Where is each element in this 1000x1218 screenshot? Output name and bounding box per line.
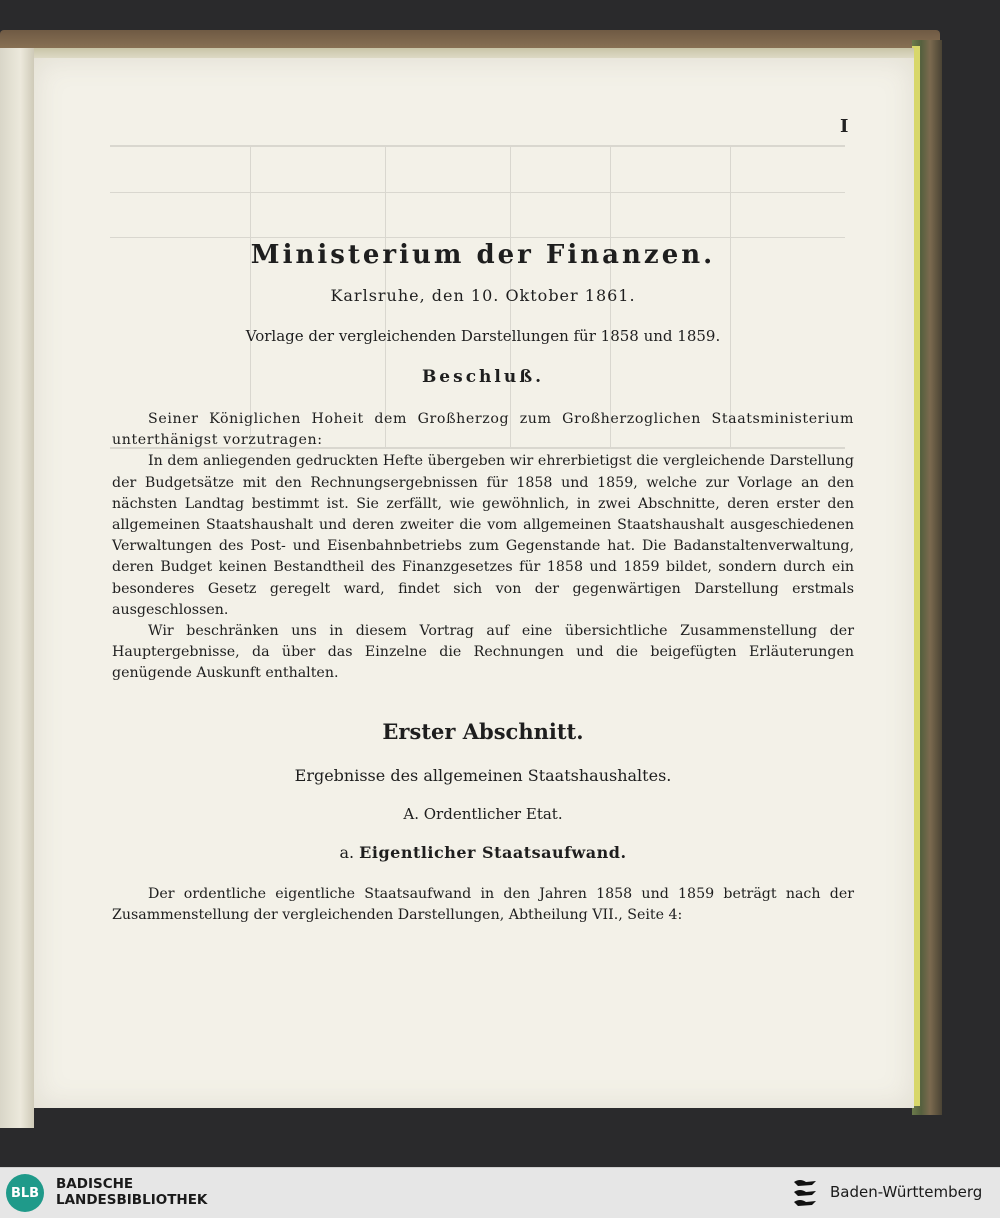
section-subtitle: Ergebnisse des allgemeinen Staatshaushaltes. bbox=[294, 765, 672, 785]
left-page-edge bbox=[0, 48, 34, 1128]
blb-name[interactable] bbox=[56, 1176, 207, 1208]
document-content bbox=[112, 240, 854, 926]
viewer-footer bbox=[0, 1167, 1000, 1218]
subsection-a-a bbox=[112, 843, 854, 862]
baden-wuerttemberg-lions-icon bbox=[790, 1176, 820, 1210]
blb-logo-icon[interactable]: BLB bbox=[6, 1174, 44, 1212]
blb-name-line2: LANDESBIBLIOTHEK bbox=[56, 1192, 208, 1208]
section-title: Erster Abschnitt. bbox=[382, 718, 584, 744]
blb-name-line1: BADISCHE bbox=[56, 1176, 134, 1192]
subsection-a-a-prefix: a. bbox=[339, 842, 355, 862]
subject-line: Vorlage der vergleichenden Darstellungen für 1858 und 1859. bbox=[245, 327, 721, 345]
subsection-a: A. Ordentlicher Etat. bbox=[403, 804, 563, 823]
document-title: Ministerium der Finanzen. bbox=[250, 240, 716, 270]
baden-wuerttemberg-name[interactable]: Baden-Württemberg bbox=[830, 1183, 983, 1201]
closing-paragraph: Der ordentliche eigentliche Staatsaufwand in den Jahren 1858 und 1859 beträgt nach der Zusammenstellung der vergleichenden Darstellungen, Abtheilung VII., Seite 4: bbox=[112, 885, 854, 923]
place-date: Karlsruhe, den 10. Oktober 1861. bbox=[330, 286, 636, 305]
paragraph-3: Wir beschränken uns in diesem Vortrag auf eine übersichtliche Zusammenstellung der Hauptergebnisse, da über das Einzelne die Rechnungen und die beigefügten Erläuterungen genügende Auskunft enthalten. bbox=[112, 623, 854, 682]
resolution-heading: Beschluß. bbox=[421, 367, 545, 387]
paragraph-1: Seiner Königlichen Hoheit dem Großherzog zum Großherzoglichen Staatsministerium unterthänigst vorzutragen: bbox=[112, 411, 854, 449]
paragraph-2: In dem anliegenden gedruckten Hefte übergeben wir ehrerbietigst die vergleichende Darstellung der Budgetsätze mit den Rechnungsergebnissen für 1858 und 1859, welche zur Vorlage an den nächsten Landtag bestimmt ist. Sie zerfällt, wie gewöhnlich, in zwei Abschnitte, deren erster den allgemeinen Staatshaushalt und deren zweiter die vom allgemeinen Staatshaushalt ausgeschiedenen Verwaltungen des Post- und Eisenbahnbetriebs zum Gegenstande hat. Die Badanstaltenverwaltung, deren Budget keinen Bestandtheil des Finanzgesetzes für 1858 und 1859 bildet, sondern durch ein besonderes Gesetz geregelt ward, findet sich von der gegenwärtigen Darstellung erstmals ausgeschlossen. bbox=[112, 453, 854, 618]
page-number: I bbox=[840, 116, 849, 137]
subsection-a-a-title: Eigentlicher Staatsaufwand. bbox=[359, 842, 627, 862]
